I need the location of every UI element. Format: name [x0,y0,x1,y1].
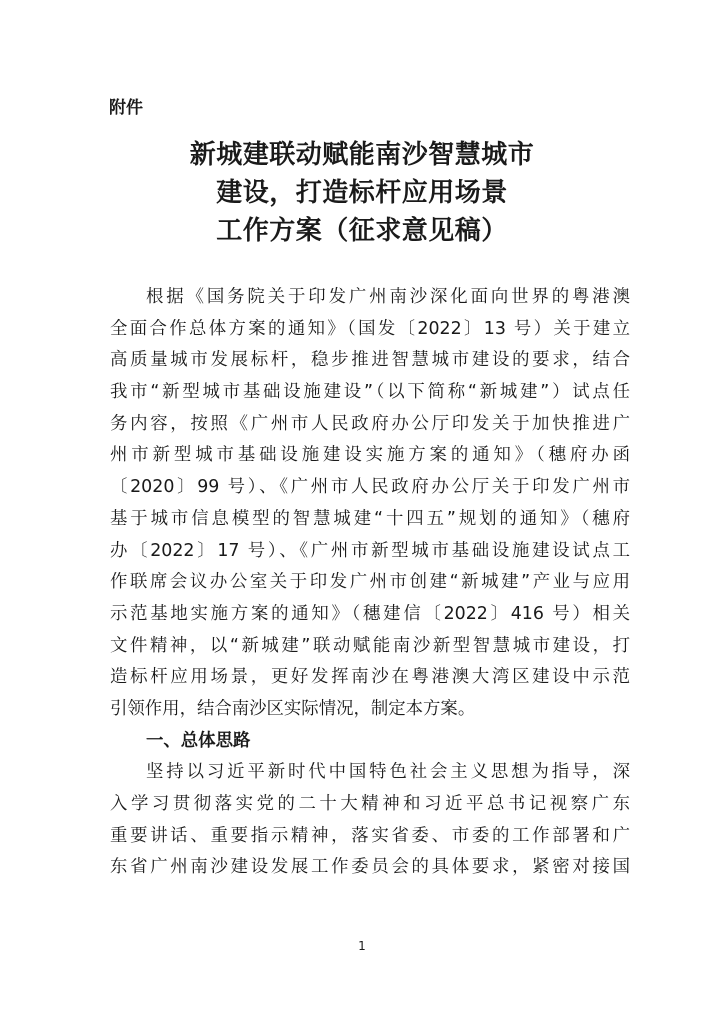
body-line: 办〔2022〕17 号）、《广州市新型城市基础设施建设试点工 [110,540,630,561]
body-line: 全面合作总体方案的通知》（国发〔2022〕13 号）关于建立 [110,318,630,339]
title-line: 工作方案（征求意见稿） [216,216,508,246]
body-line: 重要讲话、重要指示精神，落实省委、市委的工作部署和广 [110,825,630,846]
body-line: 引领作用，结合南沙区实际情况，制定本方案。 [110,698,476,719]
title-line: 建设，打造标杆应用场景 [216,178,508,208]
body-line: 我市“新型城市基础设施建设”（以下简称“新城建”）试点任 [110,382,630,403]
body-line: 高质量城市发展标杆，稳步推进智慧城市建设的要求，结合 [110,350,630,371]
page-number: 1 [358,939,366,953]
body-line: 〔2020〕99 号）、《广州市人民政府办公厅关于印发广州市 [110,477,630,498]
document-body [110,282,630,884]
body-line: 东省广州南沙建设发展工作委员会的具体要求，紧密对接国 [110,857,630,878]
document-title [0,136,724,250]
section-heading: 一、总体思路 [146,730,251,751]
attachment-label: 附件 [109,98,143,118]
body-line: 入学习贯彻落实党的二十大精神和习近平总书记视察广东 [110,794,630,814]
title-line: 新城建联动赋能南沙智慧城市 [189,140,535,170]
body-line: 文件精神，以“新城建”联动赋能南沙新型智慧城市建设，打 [110,635,630,656]
body-line: 州市新型城市基础设施建设实施方案的通知》（穗府办函 [110,445,630,466]
body-line: 造标杆应用场景，更好发挥南沙在粤港澳大湾区建设中示范 [110,667,630,688]
body-line: 坚持以习近平新时代中国特色社会主义思想为指导，深 [146,762,630,783]
body-line: 务内容，按照《广州市人民政府办公厅印发关于加快推进广 [110,413,630,434]
body-line: 示范基地实施方案的通知》（穗建信〔2022〕416 号）相关 [110,603,630,624]
body-line: 根据《国务院关于印发广州南沙深化面向世界的粤港澳 [146,287,630,307]
body-line: 作联席会议办公室关于印发广州市创建“新城建”产业与应用 [110,572,630,593]
body-line: 基于城市信息模型的智慧城建“十四五”规划的通知》（穗府 [110,508,630,529]
